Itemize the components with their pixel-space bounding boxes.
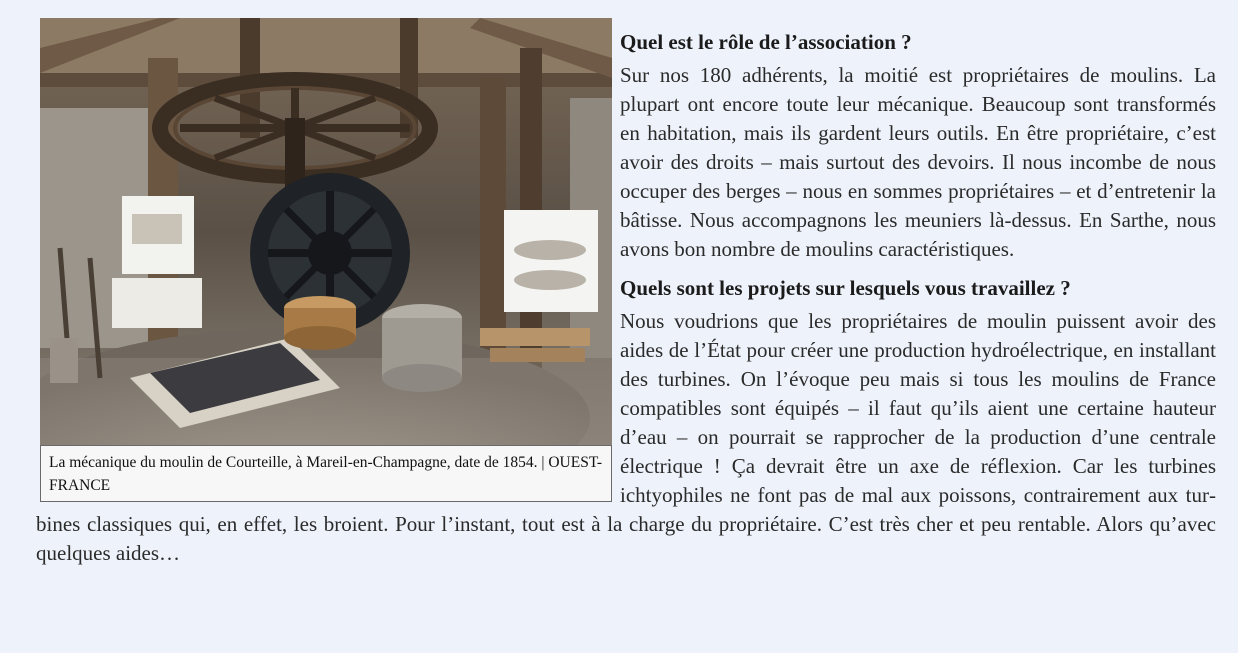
question-heading-1: Quel est le rôle de l’association ?	[620, 30, 912, 54]
question-heading-2: Quels sont les projets sur lesquels vous travaillez ?	[620, 276, 1071, 300]
answer-paragraph-2: Nous voudrions que les propriétaires de moulin puissent avoir des aides de l’État pour créer une production hydroélectrique, en installant des turbines. On l’évoque peu mais si tous les moulins de France compatibles sont équipés – il faut qu’ils aient une certaine hauteur d’eau – on pourrait se rapprocher de la production d’une centrale électrique ! Ça devrait être un axe de réflexion. Car les turbines ichtyophiles ne font pas de mal aux poissons, contrairement aux turbines classiques qui, en effet, les broient. Pour l’instant, tout est à la charge du propriétaire. C’est très cher et peu rentable. Alors qu’avec quelques aides…	[36, 309, 1216, 565]
photo-caption: La mécanique du moulin de Courteille, à Mareil-en-Champagne, date de 1854. | OUEST-FRANCE	[40, 445, 612, 502]
article	[36, 18, 1216, 568]
figure	[40, 18, 612, 502]
mill-mechanism-photo	[40, 18, 612, 445]
answer-paragraph-1: Sur nos 180 adhérents, la moitié est propriétaires de moulins. La plupart ont encore toute leur mécanique. Beaucoup sont transformés en habitation, mais ils gardent leurs outils. En être propriétaire, c’est avoir des droits – mais surtout des devoirs. Il nous incombe de nous occuper des berges – nous en sommes propriétaires – et d’entretenir la bâtisse. Nous accompagnons les meuniers là-dessus. En Sarthe, nous avons bon nombre de moulins caractéristiques.	[620, 63, 1216, 261]
